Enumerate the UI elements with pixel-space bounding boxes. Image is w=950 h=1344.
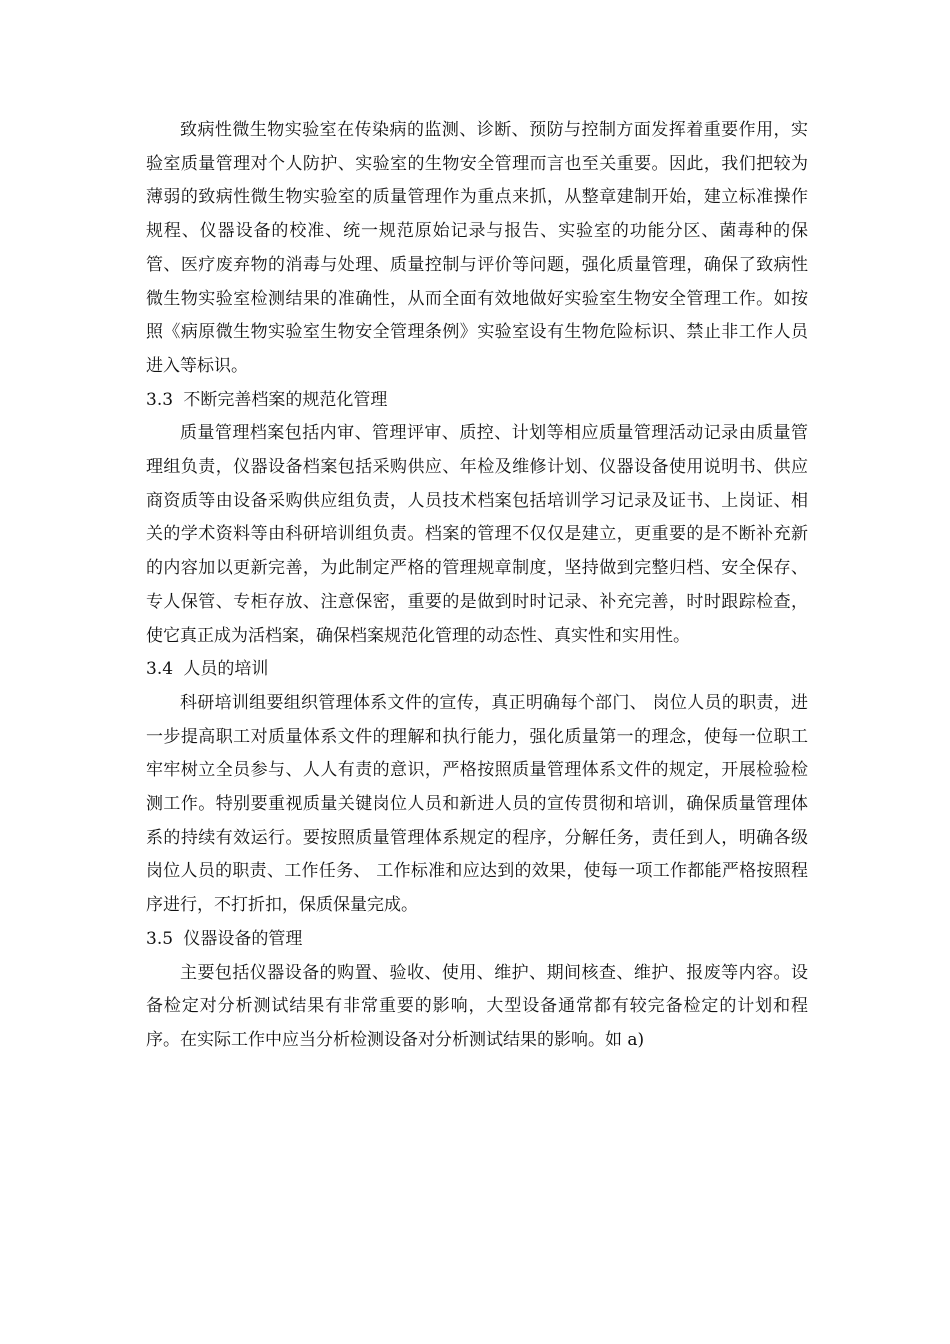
paragraph-archives: 质量管理档案包括内审、管理评审、质控、计划等相应质量管理活动记录由质量管理组负责，仪器设备档案包括采购供应、年检及维修计划、仪器设备使用说明书、供应商资质等由设备采购供应组负责，人员技术档案包括培训学习记录及证书、上岗证、相关的学术资料等由科研培训组负责。档案的管理不仅仅是建立，更重要的是不断补充新的内容加以更新完善，为此制定严格的管理规章制度，坚持做到完整归档、安全保存、专人保管、专柜存放、注意保密，重要的是做到时时记录、补充完善，时时跟踪检查，使它真正成为活档案，确保档案规范化管理的动态性、真实性和实用性。 [146, 423, 808, 646]
section-number: 3.3 [146, 389, 174, 410]
paragraph-lab-quality: 致病性微生物实验室在传染病的监测、诊断、预防与控制方面发挥着重要作用，实验室质量管理对个人防护、实验室的生物安全管理而言也至关重要。因此，我们把较为薄弱的致病性微生物实验室的质量管理作为重点来抓，从整章建制开始，建立标准操作规程、仪器设备的校准、统一规范原始记录与报告、实验室的功能分区、菌毒种的保管、医疗废弃物的消毒与处理、质量控制与评价等问题，强化质量管理，确保了致病性微生物实验室检测结果的准确性，从而全面有效地做好实验室生物安全管理工作。如按照《病原微生物实验室生物安全管理条例》实验室设有生物危险标识、禁止非工作人员进入等标识。 [146, 120, 808, 376]
section-heading-3-5 [146, 923, 808, 957]
paragraph-training: 科研培训组要组织管理体系文件的宣传，真正明确每个部门、 岗位人员的职责，进一步提高职工对质量体系文件的理解和执行能力，强化质量第一的理念，使每一位职工牢牢树立全员参与、人人有责的意识，严格按照质量管理体系文件的规定，开展检验检测工作。特别要重视质量关键岗位人员和新进人员的宣传贯彻和培训，确保质量管理体系的持续有效运行。要按照质量管理体系规定的程序，分解任务，责任到人，明确各级岗位人员的职责、工作任务、 工作标准和应达到的效果，使每一项工作都能严格按照程序进行，不打折扣，保质保量完成。 [146, 692, 808, 916]
section-heading-3-3 [146, 384, 808, 418]
section-title: 人员的培训 [183, 659, 269, 680]
paragraph-equipment: 主要包括仪器设备的购置、验收、使用、维护、期间核查、维护、报废等内容。设备检定对分析测试结果有非常重要的影响，大型设备通常都有较完备检定的计划和程序。在实际工作中应当分析检测设备对分析测试结果的影响。如 a) [146, 962, 808, 1050]
section-title: 仪器设备的管理 [183, 928, 303, 949]
section-number: 3.4 [146, 659, 174, 680]
section-number: 3.5 [146, 928, 174, 949]
section-heading-3-4 [146, 653, 808, 687]
section-title: 不断完善档案的规范化管理 [183, 389, 388, 410]
document-body [146, 114, 808, 1058]
